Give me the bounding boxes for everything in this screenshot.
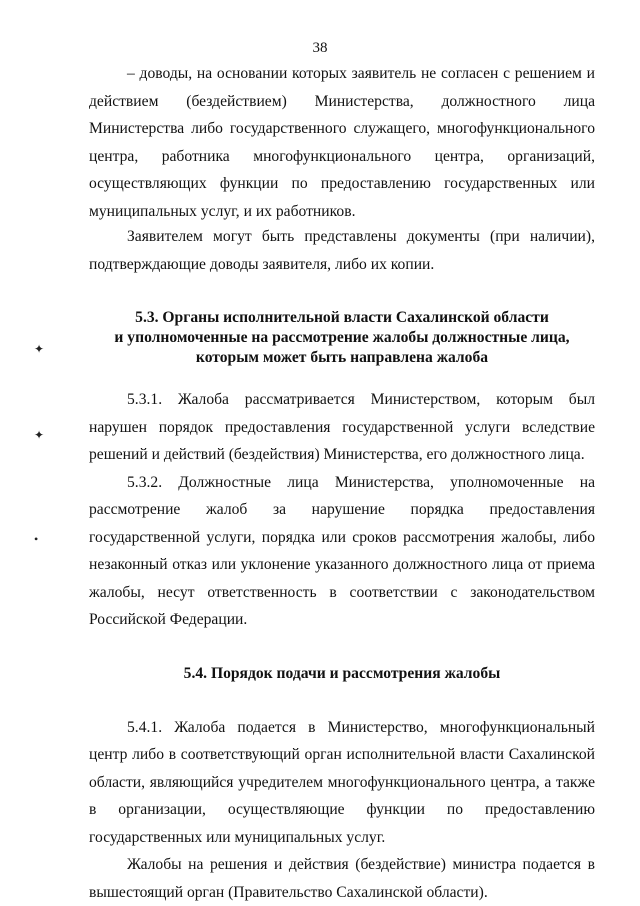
section-heading-5-4: 5.4. Порядок подачи и рассмотрения жалобы — [183, 664, 501, 682]
page-number: 38 — [312, 40, 328, 56]
paragraph-5-3-2: 5.3.2. Должностные лица Министерства, уполномоченные на рассмотрение жалоб за нарушение порядка предоставления государственной услуги, порядка или сроков рассмотрения жалобы, либо незаконный отказ или уклонение указанного должностного лица от приема жалобы, несут ответственность в соответствии с законодательством Российской Федерации. — [89, 473, 595, 628]
section-heading-5-3-line-2: и уполномоченные на рассмотрение жалобы должностные лица, — [114, 329, 570, 346]
paragraph-arguments: – доводы, на основании которых заявитель не согласен с решением и действием (бездействием) Министерства, должностного лица Министерства либо государственного служащего, многофункционального центра, работника многофункционального центра, организаций, осуществляющих функции по предоставлению государственных или муниципальных услуг, и их работников. — [89, 65, 595, 220]
paragraph-documents: Заявителем могут быть представлены документы (при наличии), подтверждающие доводы заявителя, либо их копии. — [89, 228, 595, 273]
margin-mark-1: ✦ — [34, 342, 45, 356]
margin-mark-3: • — [34, 532, 39, 546]
section-heading-5-3-line-3: которым может быть направлена жалоба — [195, 349, 489, 366]
section-heading-5-3-line-1: 5.3. Органы исполнительной власти Сахалинской области — [135, 309, 549, 326]
document-body — [89, 60, 595, 906]
margin-mark-2: ✦ — [34, 428, 45, 442]
paragraph-5-3-1: 5.3.1. Жалоба рассматривается Министерством, которым был нарушен порядок предоставления государственной услуги вследствие решений и действий (бездействия) Министерства, его должностного лица. — [89, 391, 595, 463]
paragraph-5-4-1: 5.4.1. Жалоба подается в Министерство, многофункциональный центр либо в соответствующий орган исполнительной власти Сахалинской области, являющийся учредителем многофункционального центра, а также в организации, осуществляющие функции по предоставлению государственных или муниципальных услуг. — [89, 718, 595, 846]
paragraph-5-4-2: Жалобы на решения и действия (бездействие) министра подается в вышестоящий орган (Правительство Сахалинской области). — [89, 856, 595, 901]
